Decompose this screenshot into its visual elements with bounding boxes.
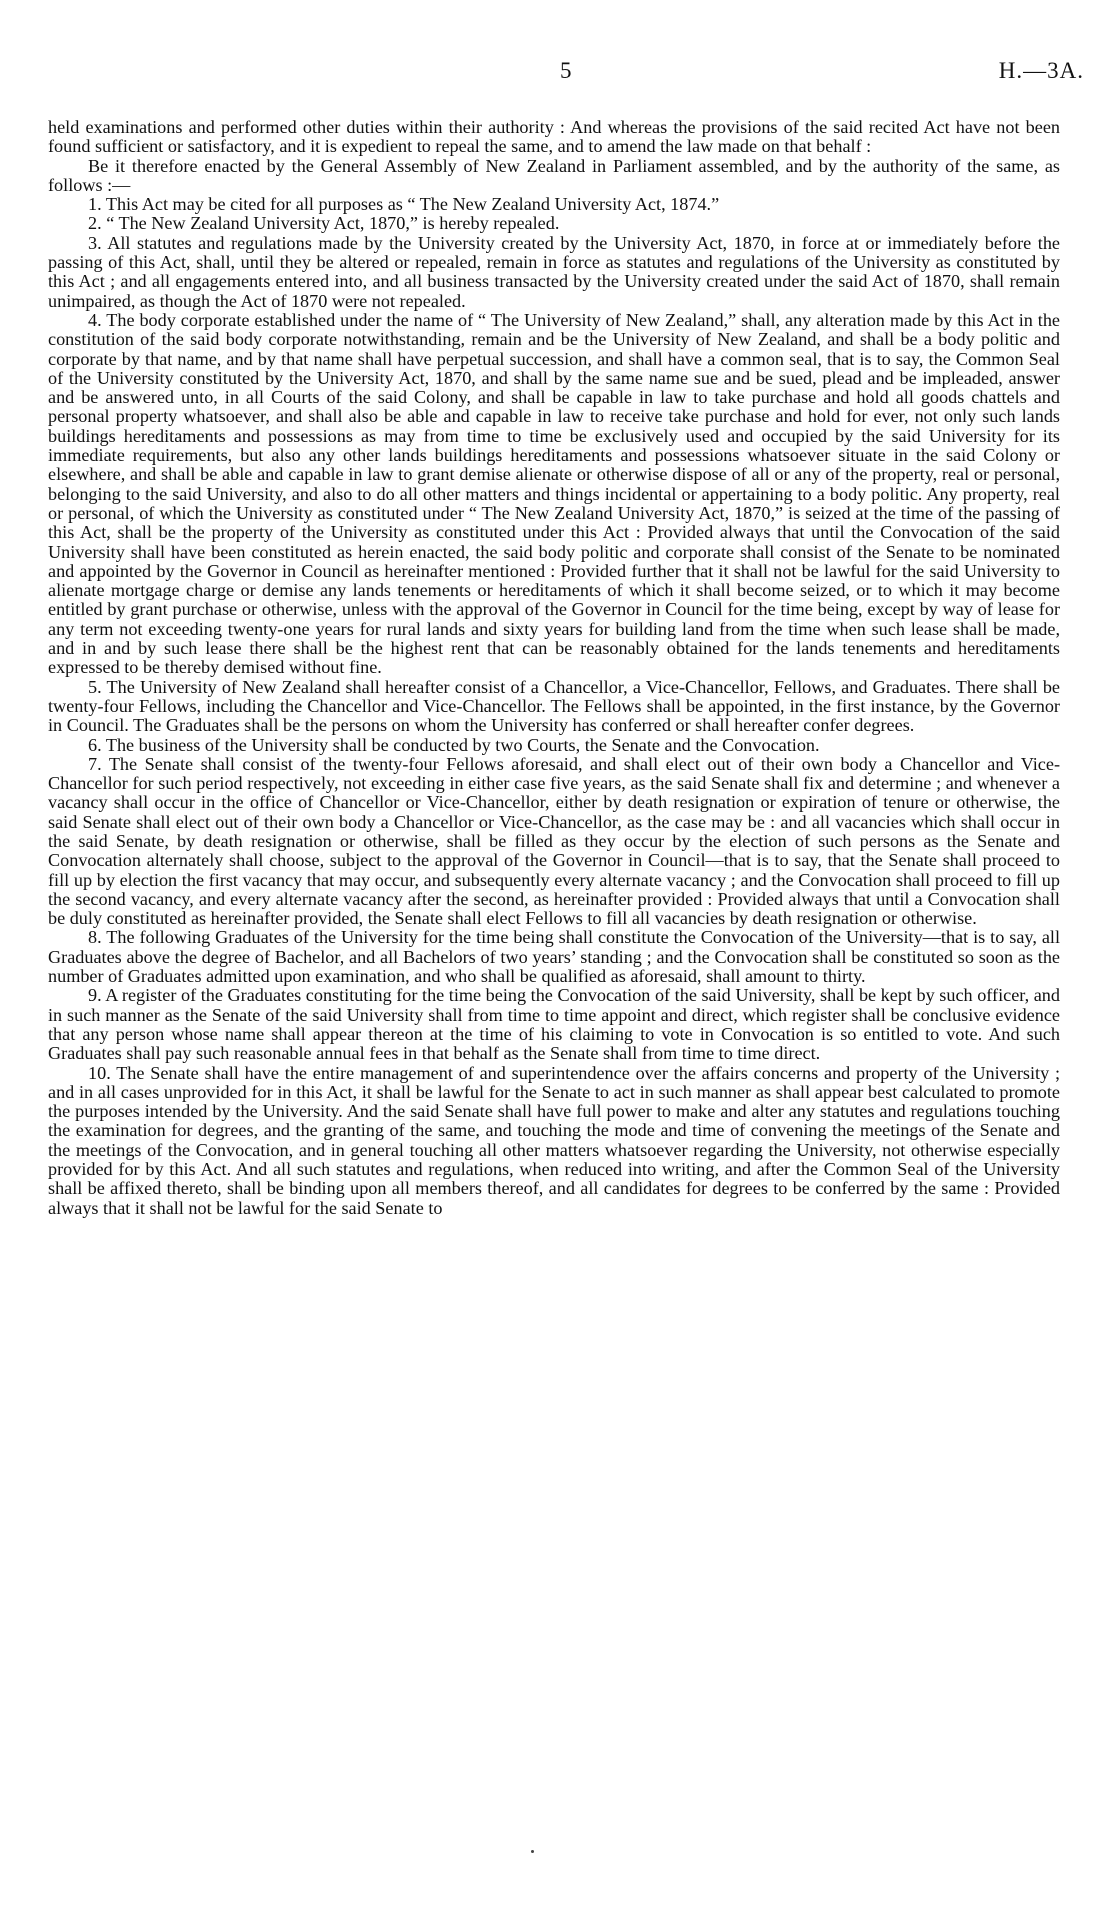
section-7: 7. The Senate shall consist of the twenty-four Fellows aforesaid, and shall elect out of their own body a Chancellor and Vice-Chancellor for such period respectively, not exceeding in either case five years, as the said Senate shall fix and determine ; and whenever a vacancy shall occur in the office of Chancellor or Vice-Chancellor, either by death resignation or expiration of tenure or otherwise, the said Senate shall elect out of their own body a Chancellor or Vice-Chancellor, as the case may be : and all vacancies which shall occur in the said Senate, by death resignation or otherwise, shall be filled as they occur by the election of such persons as the Senate and Convocation alternately shall choose, subject to the approval of the Governor in Council—that is to say, that the Senate shall proceed to fill up by election the first vacancy that may occur, and subsequently every alternate vacancy ; and the Convocation shall proceed to fill up the second vacancy, and every alternate vacancy after the second, as hereinafter provided : Provided always that until a Convocation shall be duly constituted as hereinafter provided, the Senate shall elect Fellows to fill all vacancies by death resignation or otherwise. bbox=[48, 753, 1060, 929]
document-body bbox=[48, 118, 1060, 1218]
paragraph-preamble-continuation: held examinations and performed other duties within their authority : And whereas the provisions of the said recited Act have not been found sufficient or satisfactory, and it is expedient to repeal the same, and to amend the law made on that behalf : bbox=[48, 117, 1060, 157]
print-speck bbox=[531, 1850, 534, 1853]
section-3: 3. All statutes and regulations made by the University created by the University Act, 1870, in force at or immediately before the passing of this Act, shall, until they be altered or repealed, remain in force as statutes and regulations of the University as constituted by this Act ; and all engagements entered into, and all business transacted by the University created under the said Act of 1870, shall remain unimpaired, as though the Act of 1870 were not repealed. bbox=[48, 232, 1060, 311]
paragraph-enacting-clause: Be it therefore enacted by the General Assembly of New Zealand in Parliament assembled, and by the authority of the same, as follows :— bbox=[48, 155, 1060, 195]
section-8: 8. The following Graduates of the University for the time being shall constitute the Convocation of the University—that is to say, all Graduates above the degree of Bachelor, and all Bachelors of two years’ standing ; and the Convocation shall be constituted so soon as the number of Graduates admitted upon examination, and who shall be qualified as aforesaid, shall amount to thirty. bbox=[48, 927, 1060, 987]
section-10: 10. The Senate shall have the entire management of and superintendence over the affairs concerns and property of the University ; and in all cases unprovided for in this Act, it shall be lawful for the Senate to act in such manner as shall appear best calculated to promote the purposes intended by the University. And the said Senate shall have full power to make and alter any statutes and regulations touching the examination for degrees, and the granting of the same, and touching the mode and time of convening the meetings of the Senate and the meetings of the Convocation, and in general touching all other matters whatsoever regarding the University, not otherwise especially provided for by this Act. And all such statutes and regulations, when reduced into writing, and after the Common Seal of the University shall be affixed thereto, shall be binding upon all members thereof, and all candidates for degrees to be conferred by the same : Provided always that it shall not be lawful for the said Senate to bbox=[48, 1062, 1060, 1218]
section-5: 5. The University of New Zealand shall hereafter consist of a Chancellor, a Vice-Chancellor, Fellows, and Graduates. There shall be twenty-four Fellows, including the Chancellor and Vice-Chancellor. The Fellows shall be appointed, in the first instance, by the Governor in Council. The Graduates shall be the persons on whom the University has conferred or shall hereafter confer degrees. bbox=[48, 676, 1060, 736]
document-reference: H.—3A. bbox=[998, 58, 1084, 83]
section-4: 4. The body corporate established under the name of “ The University of New Zealand,” shall, any alteration made by this Act in the constitution of the said body corporate notwithstanding, remain and be the University of New Zealand, and shall be a body politic and corporate by that name, and by that name shall have perpetual succession, and shall have a common seal, that is to say, the Common Seal of the University constituted by the University Act, 1870, and shall by the same name sue and be sued, plead and be impleaded, answer and be answered unto, in all Courts of the said Colony, and shall be capable in law to take purchase and hold all goods chattels and personal property whatsoever, and shall also be able and capable in law to receive take purchase and hold for ever, not only such lands buildings hereditaments and possessions as may from time to time be exclusively used and occupied by the said University for its immediate requirements, but also any other lands buildings hereditaments and possessions whatsoever situate in the said Colony or elsewhere, and shall be able and capable in law to grant demise alienate or otherwise dispose of all or any of the property, real or personal, belonging to the said University, and also to do all other matters and things incidental or appertaining to a body politic. Any property, real or personal, of which the University as constituted under “ The New Zealand University Act, 1870,” is seized at the time of the passing of this Act, shall be the property of the University as constituted under this Act : Provided always that until the Convocation of the said University shall have been constituted as herein enacted, the said body politic and corporate shall consist of the Senate to be nominated and appointed by the Governor in Council as hereinafter mentioned : Provided further that it shall not be lawful for the said University to alienate mortgage charge or demise any lands tenements or hereditaments of which it shall become seized, or to which it may become entitled by grant purchase or otherwise, unless with the approval of the Governor in Council for the time being, except by way of lease for any term not exceeding twenty-one years for rural lands and sixty years for building land from the time when such lease shall be made, and in and by such lease there shall be the highest rent that can be reasonably obtained for the lands tenements and hereditaments expressed to be thereby demised without fine. bbox=[48, 309, 1060, 678]
section-1: 1. This Act may be cited for all purposes as “ The New Zealand University Act, 1874.” bbox=[88, 194, 720, 215]
section-2: 2. “ The New Zealand University Act, 1870,” is hereby repealed. bbox=[88, 213, 560, 234]
page-number: 5 bbox=[560, 58, 572, 83]
section-9: 9. A register of the Graduates constituting for the time being the Convocation of the said University, shall be kept by such officer, and in such manner as the Senate of the said University shall from time to time appoint and direct, which register shall be conclusive evidence that any person whose name shall appear thereon at the time of his claiming to vote in Convocation is so entitled to vote. And such Graduates shall pay such reasonable annual fees in that behalf as the Senate shall from time to time direct. bbox=[48, 985, 1060, 1064]
section-6: 6. The business of the University shall be conducted by two Courts, the Senate and the Convocation. bbox=[88, 734, 820, 755]
page-header bbox=[48, 58, 1084, 92]
